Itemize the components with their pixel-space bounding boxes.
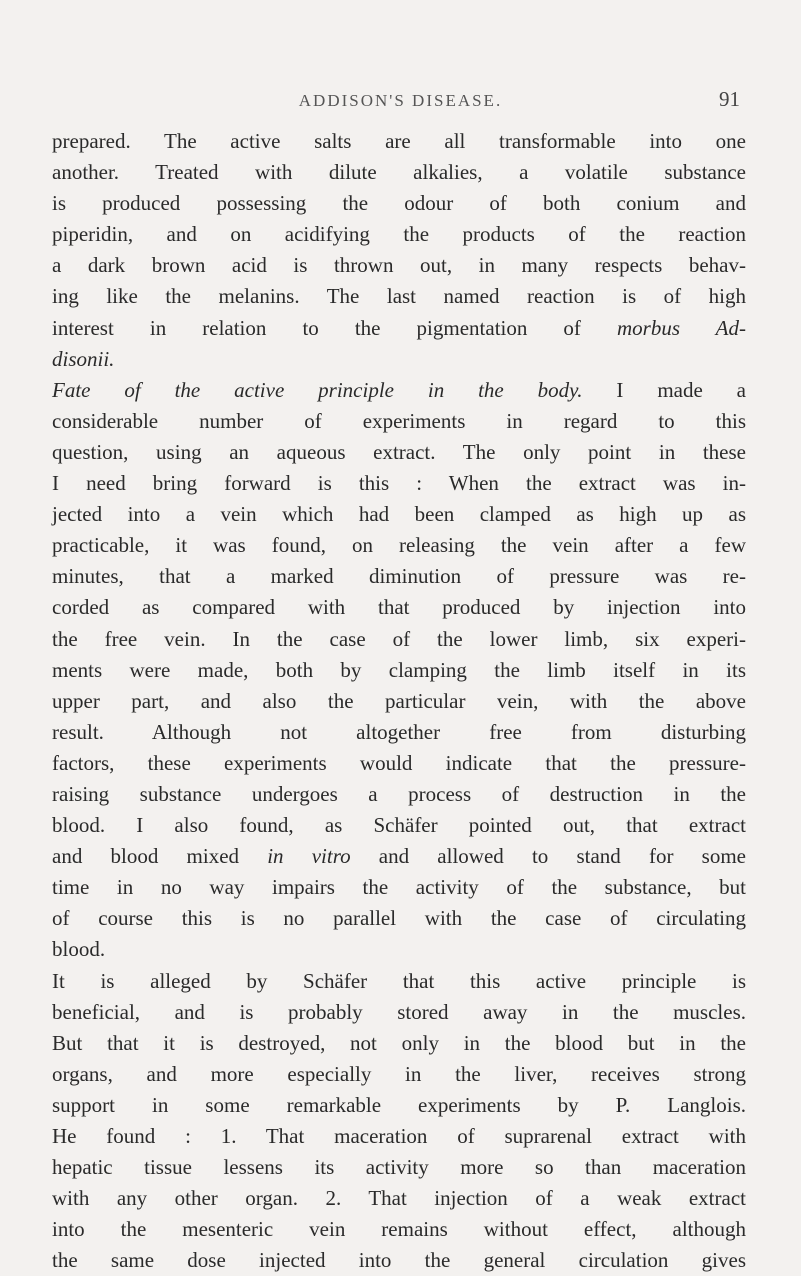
text-line xyxy=(52,1090,746,1121)
text-segment: the same dose injected into the general circulation gives xyxy=(52,1248,746,1273)
text-segment: prepared. The active salts are all transformable into one xyxy=(52,129,746,153)
text-segment: raising substance undergoes a process of destruction in the xyxy=(52,781,746,806)
text-segment: blood. xyxy=(52,937,106,962)
running-title: ADDISON'S DISEASE. xyxy=(298,91,503,110)
text-line xyxy=(52,717,746,748)
text-line xyxy=(52,375,746,406)
italic-text: Fate of the active principle in the body. xyxy=(52,377,583,402)
text-segment: beneficial, and is probably stored away in the muscles. xyxy=(52,999,746,1024)
text-line xyxy=(52,1059,746,1090)
text-segment: I need bring forward is this : When the extract was in- xyxy=(52,471,746,496)
text-segment: question, using an aqueous extract. The only point in these xyxy=(52,439,746,464)
text-line xyxy=(52,1121,746,1152)
text-segment: and allowed to stand for some xyxy=(350,844,746,869)
text-line xyxy=(52,157,746,188)
text-line xyxy=(52,1245,746,1276)
text-segment: ments were made, both by clamping the limb itself in its xyxy=(52,657,746,682)
text-line xyxy=(52,188,746,219)
text-segment: But that it is destroyed, not only in the blood but in the xyxy=(52,1030,746,1055)
text-line xyxy=(52,219,746,250)
text-line xyxy=(52,499,746,530)
text-segment: into the mesenteric vein remains without effect, although xyxy=(52,1217,746,1242)
text-segment: and blood mixed xyxy=(52,844,268,869)
text-segment: piperidin, and on acidifying the products of the reaction xyxy=(52,222,746,247)
text-segment: support in some remarkable experiments by P. Langlois. xyxy=(52,1092,746,1117)
text-segment: practicable, it was found, on releasing the vein after a few xyxy=(52,533,746,558)
text-segment: ing like the melanins. The last named reaction is of high xyxy=(52,284,746,309)
text-line xyxy=(52,1214,746,1245)
text-segment: is produced possessing the odour of both conium and xyxy=(52,191,746,216)
text-line xyxy=(52,1183,746,1214)
text-line xyxy=(52,686,746,717)
text-line xyxy=(52,530,746,561)
italic-text: disonii. xyxy=(52,346,115,371)
text-segment: minutes, that a marked diminution of pressure was re- xyxy=(52,564,746,589)
text-line xyxy=(52,592,746,623)
text-line xyxy=(52,934,746,965)
text-line xyxy=(52,748,746,779)
text-line xyxy=(52,655,746,686)
italic-text: morbus Ad- xyxy=(616,315,746,340)
body-text xyxy=(52,126,746,1276)
text-line xyxy=(52,344,746,375)
italic-text: in vitro xyxy=(267,844,351,869)
text-line xyxy=(52,281,746,312)
text-line xyxy=(52,406,746,437)
text-line xyxy=(52,872,746,903)
text-segment: He found : 1. That maceration of suprarenal extract with xyxy=(52,1124,746,1148)
text-line xyxy=(52,468,746,499)
text-segment: corded as compared with that produced by injection into xyxy=(52,595,746,620)
text-segment: result. Although not altogether free from disturbing xyxy=(52,719,746,744)
text-line xyxy=(52,779,746,810)
text-segment: organs, and more especially in the liver, receives strong xyxy=(52,1061,746,1086)
text-segment: hepatic tissue lessens its activity more so than maceration xyxy=(52,1155,746,1180)
text-line xyxy=(52,1028,746,1059)
text-line xyxy=(52,1152,746,1183)
text-segment: a dark brown acid is thrown out, in many respects behav- xyxy=(52,253,746,278)
text-line xyxy=(52,437,746,468)
text-line xyxy=(52,966,746,997)
text-segment: It is alleged by Schäfer that this active principle is xyxy=(52,968,746,993)
text-segment: the free vein. In the case of the lower limb, six experi- xyxy=(52,626,746,651)
text-segment: jected into a vein which had been clamped as high up as xyxy=(52,502,746,527)
page-number: 91 xyxy=(719,87,740,111)
text-line xyxy=(52,810,746,841)
text-segment: factors, these experiments would indicate that the pressure- xyxy=(52,750,746,775)
text-segment: considerable number of experiments in regard to this xyxy=(52,408,746,433)
text-segment: of course this is no parallel with the case of circulating xyxy=(52,906,746,931)
text-line xyxy=(52,250,746,281)
text-line xyxy=(52,841,746,872)
text-line xyxy=(52,561,746,592)
text-line xyxy=(52,997,746,1028)
text-line xyxy=(52,903,746,934)
text-segment: with any other organ. 2. That injection of a weak extract xyxy=(52,1186,746,1211)
text-segment: upper part, and also the particular vein, with the above xyxy=(52,688,746,713)
text-segment: another. Treated with dilute alkalies, a volatile substance xyxy=(52,160,746,185)
text-line xyxy=(52,313,746,344)
text-segment: blood. I also found, as Schäfer pointed out, that extract xyxy=(52,813,746,838)
text-line xyxy=(52,126,746,157)
text-segment: time in no way impairs the activity of the substance, but xyxy=(52,875,746,900)
text-line xyxy=(52,624,746,655)
text-segment: interest in relation to the pigmentation of xyxy=(52,315,617,340)
text-segment: I made a xyxy=(582,377,746,402)
